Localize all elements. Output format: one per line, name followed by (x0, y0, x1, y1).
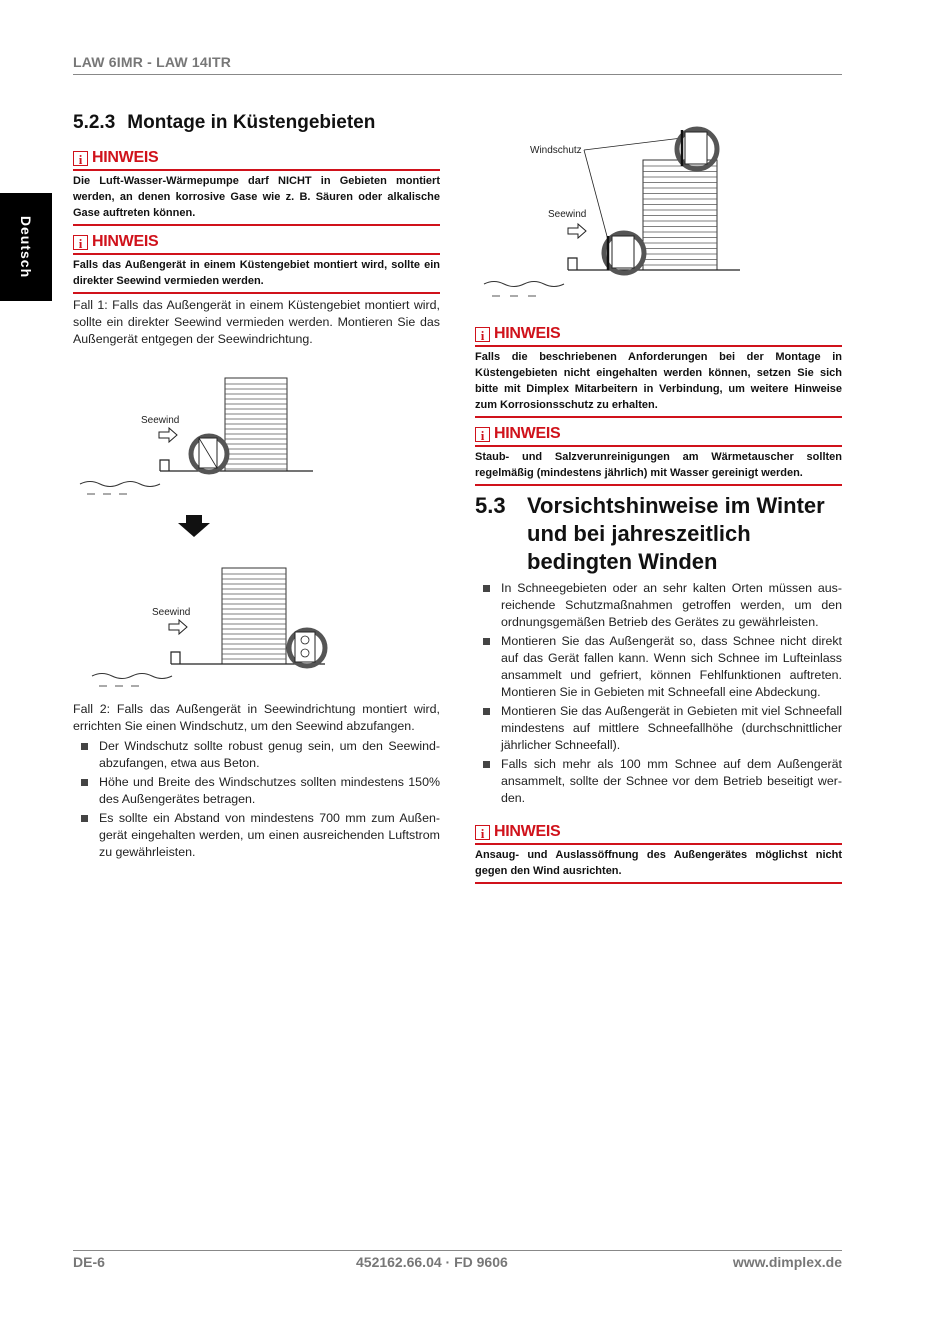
figure-windschutz (478, 124, 748, 304)
note-text: Ansaug- und Auslassöffnung des Außengerätes möglichst nicht gegen den Wind ausrichten. (475, 849, 842, 877)
info-icon: i (475, 825, 490, 840)
note-header (475, 325, 842, 345)
bullet-square-icon (81, 779, 88, 786)
info-icon: i (73, 151, 88, 166)
note-label: HINWEIS (92, 149, 159, 166)
note-rule-bottom (475, 416, 842, 418)
list-item: Montieren Sie das Außengerät so, dass Schnee nicht direkt auf das Gerät fallen kann. Wenn sich Schnee im Lufteinlass ansammelt und gefriert, können Fehlfunktionen auftreten. Montieren Sie in Gebieten mit Schneefall eine Abdeckung. (475, 633, 842, 701)
note-rule-bottom (475, 882, 842, 884)
page-number: DE-6 (73, 1254, 105, 1270)
windschutz-label: Windschutz (530, 145, 582, 156)
winter-list (475, 580, 842, 809)
outdoor-unit (685, 132, 707, 164)
note-label: HINWEIS (92, 233, 159, 250)
section-title: Montage in Küstengebieten (127, 112, 376, 133)
info-icon: i (73, 235, 88, 250)
section-title-line: Vorsichtshinweise im Winter (527, 493, 825, 518)
note-header (73, 233, 440, 253)
note-label: HINWEIS (494, 325, 561, 342)
bullet-square-icon (483, 761, 490, 768)
note-box (475, 823, 842, 884)
section-number: 5.2.3 (73, 112, 116, 133)
fall2-list (73, 738, 440, 863)
seewind-label: Seewind (141, 415, 180, 426)
note-box (475, 425, 842, 486)
list-item: Der Windschutz sollte robust genug sein, um den Seewindabzufangen, etwa aus Beton. (73, 738, 440, 772)
seawall (568, 258, 577, 270)
bullet-square-icon (483, 708, 490, 715)
info-icon: i (475, 327, 490, 342)
note-rule-bottom (475, 484, 842, 486)
sea-waves (80, 482, 160, 487)
bullet-square-icon (81, 815, 88, 822)
document-number: 452162.66.04 · FD 9606 (356, 1254, 508, 1270)
list-item: Falls sich mehr als 100 mm Schnee auf dem Außengerät ansammelt, sollte der Schnee vor dem Betrieb beseitigt werden. (475, 756, 842, 807)
seawall (171, 652, 180, 664)
outdoor-unit (295, 632, 315, 662)
seewind-label: Seewind (152, 607, 191, 618)
list-item: Montieren Sie das Außengerät in Gebieten mit viel Schneefall mindestens auf mittlere Schneefallhöhe (durchschnittlicher jährlicher Schneefall). (475, 703, 842, 754)
note-text: Staub- und Salzverunreinigungen am Wärmetauscher sollten regelmäßig (mindestens jährlich) mit Wasser gereinigt werden. (475, 451, 842, 479)
language-tab-label: Deutsch (18, 215, 34, 279)
outdoor-unit (612, 236, 634, 268)
list-item: Es sollte ein Abstand von mindestens 700 mm zum Außengerät eingehalten werden, um einen ausreichenden Luftstrom zu gewährleisten. (73, 810, 440, 861)
fall2-paragraph: Fall 2: Falls das Außengerät in Seewindrichtung montiert wird, errichten Sie einen Windschutz, um den Seewind abzufangen. (73, 702, 440, 733)
list-item: In Schneegebieten oder an sehr kalten Orten müssen ausreichende Schutzmaßnahmen getroffen werden, um den ordnungsgemäßen Betrieb des Gerätes zu gewährleisten. (475, 580, 842, 631)
note-label: HINWEIS (494, 425, 561, 442)
note-text: Falls das Außengerät in einem Küstengebiet montiert wird, sollte ein direkter Seewind vermieden werden. (73, 259, 440, 287)
language-tab[interactable] (0, 193, 52, 301)
wind-arrow-icon (568, 224, 586, 238)
arrow-down-icon (178, 515, 210, 537)
section-title-line: bedingten Winden (527, 549, 718, 574)
building-illustration (643, 160, 717, 270)
footer-rule (73, 1250, 842, 1251)
list-item: Höhe und Breite des Windschutzes sollten mindestens 150% des Außengerätes betragen. (73, 774, 440, 808)
sea-waves (484, 282, 564, 287)
note-header (73, 149, 440, 169)
building-illustration (225, 378, 287, 471)
figure-case1 (75, 372, 325, 502)
sea-waves (92, 674, 172, 679)
section-number: 5.3 (475, 493, 506, 518)
seawall (160, 460, 169, 471)
bullet-square-icon (483, 585, 490, 592)
bullet-square-icon (81, 743, 88, 750)
figure-case2 (75, 566, 335, 696)
header-rule (73, 74, 842, 75)
note-rule-bottom (73, 292, 440, 294)
seewind-label: Seewind (548, 209, 587, 220)
note-text: Die Luft-Wasser-Wärmepumpe darf NICHT in Gebieten montiert werden, an denen korrosive Gase wie z. B. Säuren oder alkalische Gase auftreten können. (73, 175, 440, 219)
note-label: HINWEIS (494, 823, 561, 840)
wind-arrow-icon (159, 428, 177, 442)
section-title-line: und bei jahreszeitlich (527, 521, 751, 546)
note-text: Falls die beschriebenen Anforderungen bei der Montage in Küstengebieten nicht eingehalten werden können, setzen Sie sich bitte mit Dimplex Mitarbeitern in Verbindung, um weitere Hinweise zum Korrosionsschutz zu erhalten. (475, 351, 842, 411)
note-box (475, 325, 842, 418)
note-box (73, 233, 440, 294)
note-box (73, 149, 440, 226)
bullet-square-icon (483, 638, 490, 645)
section-heading-53 (475, 492, 842, 576)
fall1-paragraph: Fall 1: Falls das Außengerät in einem Küstengebiet montiert wird, sollte ein direkter Seewind vermieden werden. Montieren Sie das Außengerät entgegen der Seewindrichtung. (73, 298, 440, 346)
website-link[interactable]: www.dimplex.de (732, 1254, 842, 1270)
info-icon: i (475, 427, 490, 442)
note-header (475, 425, 842, 445)
building-illustration (222, 568, 286, 664)
note-rule-bottom (73, 224, 440, 226)
wind-arrow-icon (169, 620, 187, 634)
header-title: LAW 6IMR - LAW 14ITR (73, 54, 231, 70)
section-heading-523 (73, 112, 375, 134)
note-header (475, 823, 842, 843)
